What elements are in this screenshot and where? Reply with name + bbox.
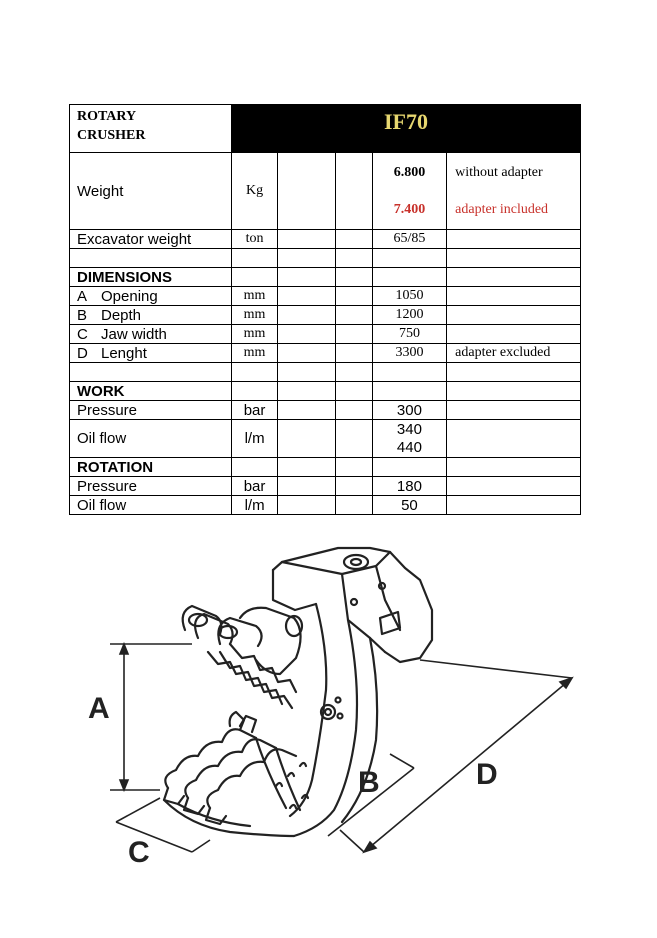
- spacer-row: [70, 249, 581, 268]
- excavator-value: 65/85: [372, 230, 446, 249]
- dimension-label-c: C: [128, 836, 150, 869]
- work-heading: WORK: [70, 382, 232, 401]
- excavator-unit: ton: [231, 230, 277, 249]
- weight-label: Weight: [70, 153, 232, 230]
- dimension-label-b: B: [358, 766, 380, 799]
- adapter-included-note: adapter included: [455, 202, 549, 217]
- weight-notes: [447, 153, 581, 230]
- dimensions-heading-row: [70, 268, 581, 287]
- dimension-label-d: D: [476, 758, 498, 791]
- weight-values: [372, 153, 446, 230]
- rotation-heading: ROTATION: [70, 458, 232, 477]
- dimension-label: B Depth: [70, 306, 232, 325]
- dimension-label: D Lenght: [70, 344, 232, 363]
- dimension-row: C Jaw width mm 750: [70, 325, 581, 344]
- dimension-row: A Opening mm 1050: [70, 287, 581, 306]
- model-name-cell: [231, 105, 580, 153]
- work-heading-row: [70, 382, 581, 401]
- dimensions-heading: DIMENSIONS: [70, 268, 232, 287]
- product-name: ROTARY CRUSHER: [70, 105, 232, 153]
- adapter-excluded-note: adapter excluded: [447, 344, 581, 363]
- title-row: [70, 105, 581, 153]
- without-adapter-note: without adapter: [455, 165, 543, 180]
- weight-without-adapter-value: 6.800: [393, 165, 426, 180]
- dimension-label-a: A: [88, 692, 110, 725]
- dimension-label: A Opening: [70, 287, 232, 306]
- weight-row: [70, 153, 581, 230]
- rotation-pressure-row: Pressure bar 180: [70, 477, 581, 496]
- dimension-row: D Lenght mm 3300 adapter excluded: [70, 344, 581, 363]
- dimension-label: C Jaw width: [70, 325, 232, 344]
- spec-table: [69, 104, 581, 515]
- excavator-row: [70, 230, 581, 249]
- work-pressure-row: Pressure bar 300: [70, 401, 581, 420]
- rotation-oilflow-row: Oil flow l/m 50: [70, 496, 581, 515]
- rotation-heading-row: [70, 458, 581, 477]
- rotary-crusher-drawing-icon: [80, 540, 580, 870]
- excavator-label: Excavator weight: [70, 230, 232, 249]
- weight-unit: Kg: [231, 153, 277, 230]
- model-name: IF70: [383, 109, 428, 134]
- work-oilflow-row: Oil flow l/m 340 440: [70, 420, 581, 458]
- spacer-row: [70, 363, 581, 382]
- weight-with-adapter-value: 7.400: [393, 202, 426, 217]
- dimension-row: B Depth mm 1200: [70, 306, 581, 325]
